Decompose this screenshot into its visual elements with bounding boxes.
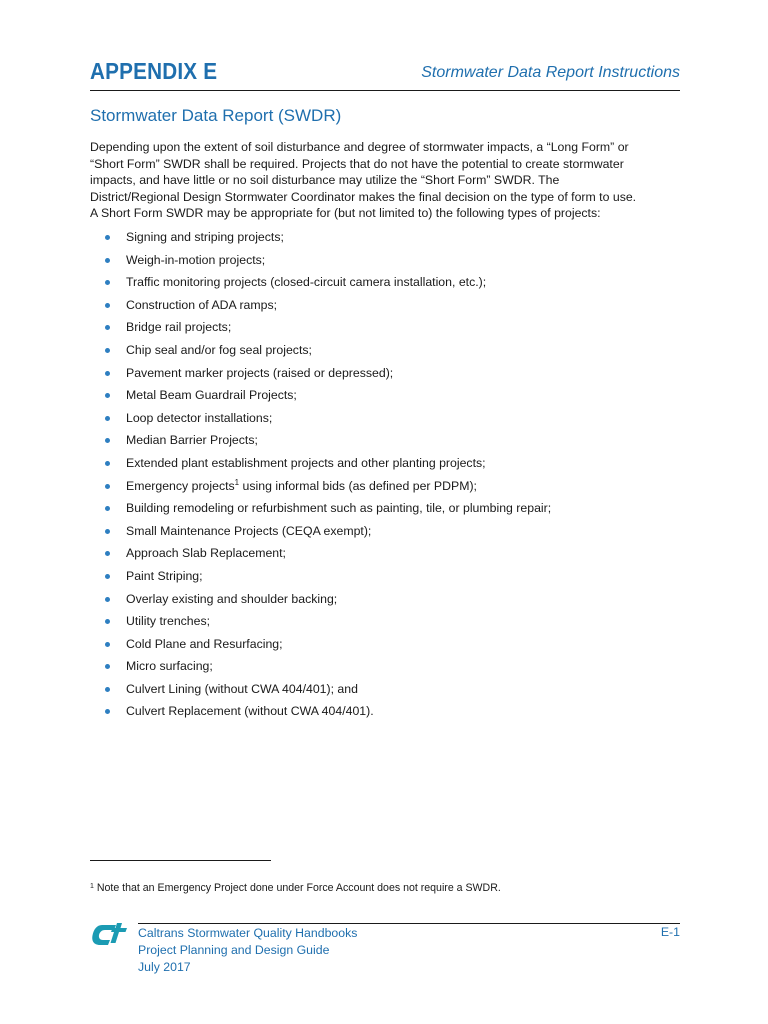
list-item	[90, 271, 685, 294]
bullet-icon	[105, 709, 110, 714]
bullet-icon	[105, 325, 110, 330]
footer-handbook: Caltrans Stormwater Quality Handbooks	[138, 926, 358, 940]
list-item	[90, 475, 685, 498]
list-item	[90, 520, 685, 543]
list-item-text: Traffic monitoring projects (closed-circuit camera installation, etc.);	[126, 275, 487, 290]
list-item-text: Utility trenches;	[126, 614, 211, 629]
list-item-text: Chip seal and/or fog seal projects;	[126, 342, 312, 357]
list-item-text: Paint Striping;	[126, 568, 203, 583]
caltrans-logo-icon	[86, 920, 130, 948]
list-item	[90, 588, 685, 611]
list-item	[90, 362, 685, 385]
footer-date: July 2017	[138, 959, 191, 974]
list-item-text: Small Maintenance Projects (CEQA exempt);	[126, 523, 372, 538]
intro-line: Depending upon the extent of soil disturbance and degree of stormwater impacts, a “Long Form” or	[90, 140, 629, 154]
footer-info	[138, 925, 357, 975]
list-item	[90, 429, 685, 452]
footer-guide: Project Planning and Design Guide	[138, 942, 330, 957]
list-item-text: Extended plant establishment projects and other planting projects;	[126, 455, 486, 470]
bullet-icon	[105, 687, 110, 692]
list-item	[90, 407, 685, 430]
list-item-text: Median Barrier Projects;	[126, 433, 258, 448]
list-item	[90, 655, 685, 678]
bullet-icon	[105, 348, 110, 353]
list-item-text: Metal Beam Guardrail Projects;	[126, 388, 297, 403]
section-title: Stormwater Data Report (SWDR)	[90, 106, 342, 125]
intro-line: A Short Form SWDR may be appropriate for (but not limited to) the following types of projects:	[90, 206, 601, 221]
bullet-icon	[105, 303, 110, 308]
footnote	[90, 882, 501, 894]
list-item	[90, 610, 685, 633]
list-item-text: Approach Slab Replacement;	[126, 546, 286, 561]
list-item	[90, 633, 685, 656]
bullet-icon	[105, 506, 110, 511]
bullet-icon	[105, 529, 110, 534]
list-item-text: Signing and striping projects;	[126, 230, 284, 244]
intro-line: impacts, and have little or no soil disturbance may utilize the “Short Form” SWDR. The	[90, 173, 560, 188]
bullet-icon	[105, 371, 110, 376]
list-item	[90, 700, 685, 723]
list-item	[90, 316, 685, 339]
list-item	[90, 565, 685, 588]
bullet-icon	[105, 280, 110, 285]
bullet-icon	[105, 416, 110, 421]
list-item	[90, 542, 685, 565]
list-item	[90, 384, 685, 407]
list-item-text: Pavement marker projects (raised or depressed);	[126, 365, 394, 380]
project-type-list	[90, 226, 685, 723]
bullet-icon	[105, 574, 110, 579]
list-item	[90, 226, 685, 249]
list-item-text: Construction of ADA ramps;	[126, 297, 278, 312]
list-item-text: Micro surfacing;	[126, 659, 213, 674]
footer-divider	[138, 923, 680, 924]
bullet-icon	[105, 597, 110, 602]
list-item-text: Emergency projects	[126, 478, 235, 493]
list-item	[90, 497, 685, 520]
list-item-text: Cold Plane and Resurfacing;	[126, 636, 283, 651]
bullet-icon	[105, 235, 110, 240]
appendix-label: APPENDIX E	[90, 58, 218, 84]
page-number: E-1	[660, 925, 680, 939]
header-title: Stormwater Data Report Instructions	[421, 64, 680, 81]
bullet-icon	[105, 551, 110, 556]
intro-line: “Short Form” SWDR shall be required. Projects that do not have the potential to create stormwater	[90, 156, 624, 171]
list-item-text: Culvert Lining (without CWA 404/401); and	[126, 681, 358, 696]
footnote-text: Note that an Emergency Project done under Force Account does not require a SWDR.	[93, 882, 501, 894]
bullet-icon	[105, 619, 110, 624]
intro-paragraph	[90, 139, 685, 222]
bullet-icon	[105, 642, 110, 647]
list-item	[90, 249, 685, 272]
list-item	[90, 294, 685, 317]
list-item	[90, 339, 685, 362]
list-item-text: Culvert Replacement (without CWA 404/401).	[126, 704, 374, 719]
list-item	[90, 678, 685, 701]
bullet-icon	[105, 484, 110, 489]
footnote-divider	[90, 860, 271, 861]
bullet-icon	[105, 438, 110, 443]
list-item-text: Overlay existing and shoulder backing;	[126, 591, 338, 606]
list-item-text: Weigh-in-motion projects;	[126, 252, 266, 267]
list-item-text: Building remodeling or refurbishment such as painting, tile, or plumbing repair;	[126, 501, 552, 516]
intro-line: District/Regional Design Stormwater Coordinator makes the final decision on the type of form to use.	[90, 189, 637, 204]
list-item-text: Loop detector installations;	[126, 410, 273, 425]
list-item	[90, 452, 685, 475]
bullet-icon	[105, 393, 110, 398]
bullet-icon	[105, 258, 110, 263]
footnote-marker: 1	[90, 883, 94, 890]
bullet-icon	[105, 664, 110, 669]
page-header	[90, 58, 680, 91]
footnote-ref: 1	[234, 477, 240, 487]
list-item-text: Bridge rail projects;	[126, 320, 232, 335]
list-item-text-cont: using informal bids (as defined per PDPM);	[239, 478, 477, 493]
bullet-icon	[105, 461, 110, 466]
